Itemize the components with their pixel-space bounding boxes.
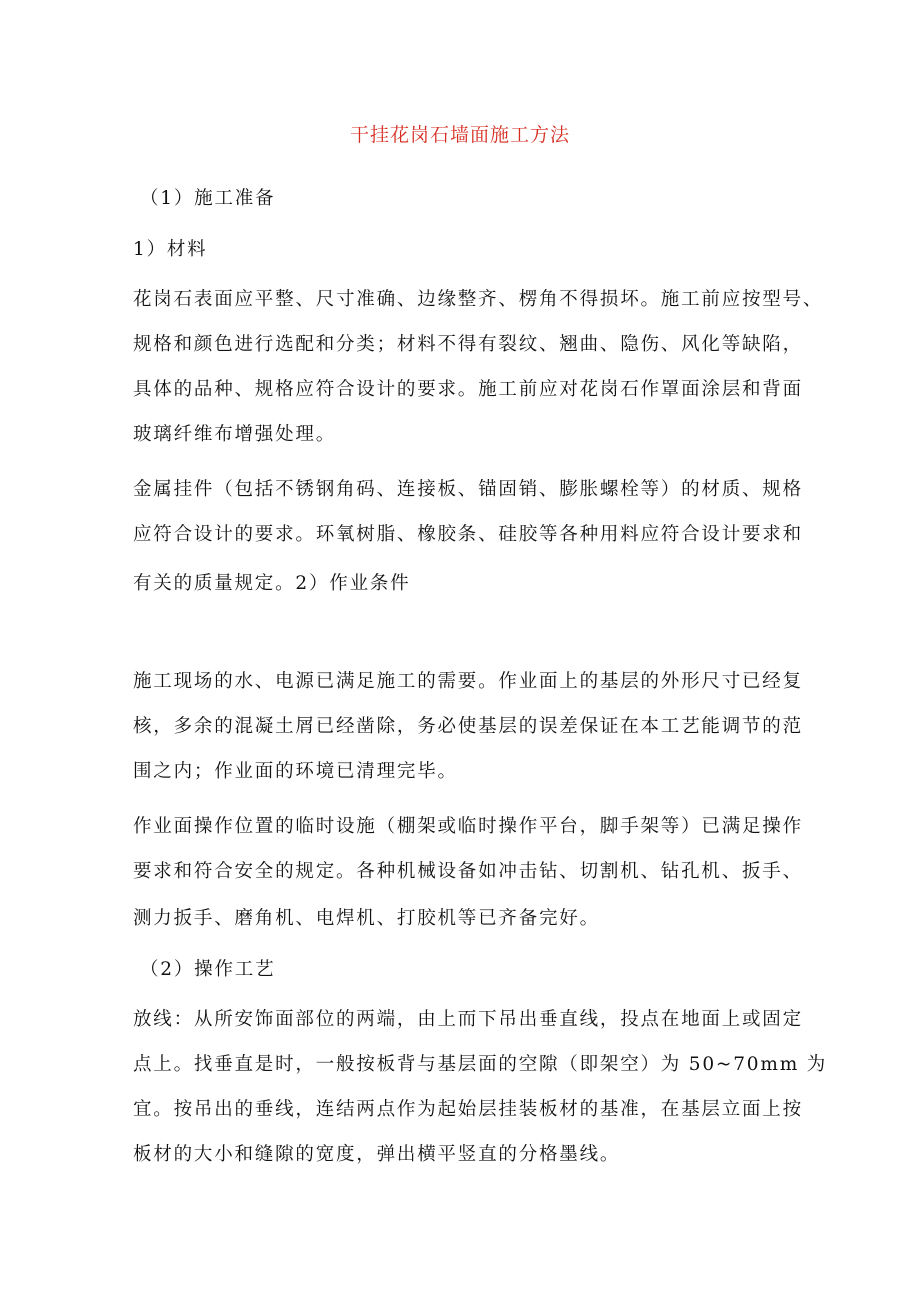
paragraph-line: 板材的大小和缝隙的宽度，弹出横平竖直的分格墨线。 [133,1144,621,1165]
paragraph-line: 放线：从所安饰面部位的两端，由上而下吊出垂直线，投点在地面上或固定 [133,1009,803,1030]
paragraph-line: 要求和符合安全的规定。各种机械设备如冲击钻、切割机、钻孔机、扳手、 [133,861,803,882]
paragraph-line: 核，多余的混凝土屑已经凿除，务必使基层的误差保证在本工艺能调节的范 [133,716,803,737]
subheading-materials: 1）材料 [133,239,208,260]
paragraph-line: 施工现场的水、电源已满足施工的需要。作业面上的基层的外形尺寸已经复 [133,671,803,692]
paragraph-line: 金属挂件（包括不锈钢角码、连接板、锚固销、膨胀螺栓等）的材质、规格 [133,479,803,500]
paragraph-line: 规格和颜色进行选配和分类；材料不得有裂纹、翘曲、隐伤、风化等缺陷， [133,334,803,355]
paragraph-line: 应符合设计的要求。环氧树脂、橡胶条、硅胶等各种用料应符合设计要求和 [133,524,803,545]
paragraph-line: 作业面操作位置的临时设施（棚架或临时操作平台，脚手架等）已满足操作 [133,816,803,837]
document-title: 干挂花岗石墙面施工方法 [349,124,570,146]
section-heading-operation: （2）操作工艺 [140,959,276,980]
paragraph-line: 玻璃纤维布增强处理。 [133,424,337,445]
paragraph-line: 点上。找垂直是时，一般按板背与基层面的空隙（即架空）为 50~70mm 为 [133,1054,828,1075]
section-heading-preparation: （1）施工准备 [140,188,276,209]
paragraph-line: 宜。按吊出的垂线，连结两点作为起始层挂装板材的基准，在基层立面上按 [133,1099,803,1120]
paragraph-line: 有关的质量规定。2）作业条件 [133,573,411,594]
paragraph-line: 花岗石表面应平整、尺寸准确、边缘整齐、楞角不得损坏。施工前应按型号、 [133,289,824,310]
paragraph-line: 具体的品种、规格应符合设计的要求。施工前应对花岗石作罩面涂层和背面 [133,379,803,400]
paragraph-line: 测力扳手、磨角机、电焊机、打胶机等已齐备完好。 [133,908,600,929]
paragraph-line: 围之内；作业面的环境已清理完毕。 [133,761,458,782]
